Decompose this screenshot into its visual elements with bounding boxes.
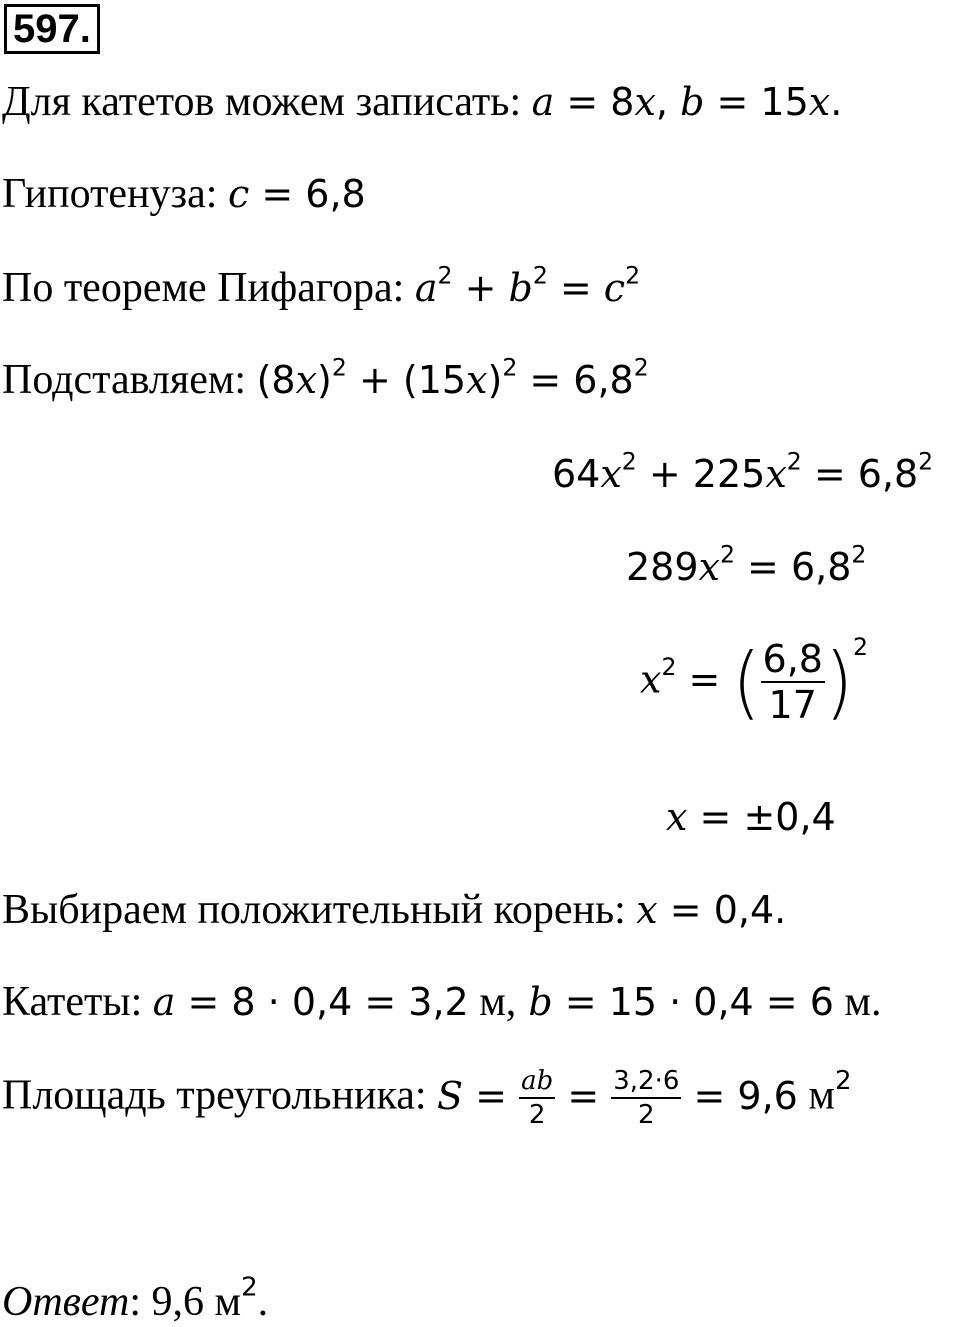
answer-label: Ответ — [2, 1279, 130, 1325]
fraction-6-8-over-17: $\frac{6,8}{17}$ — [762, 637, 823, 727]
hypotenuse-text: Гипотенуза: — [2, 171, 228, 217]
pythagoras-formula: $a^2 + b^2 = c^2$ — [414, 261, 641, 310]
coef-8: 8 — [610, 80, 635, 124]
coef-15: 15 — [760, 80, 809, 124]
legs-values-text: Катеты: — [2, 979, 153, 1025]
line-area: Площадь треугольника: S = $\frac{ab}{2}$ = $\frac{3,2\cdot 6}{2}$ = 9,6 $м^2$ — [2, 1065, 852, 1130]
line-positive-root — [2, 886, 786, 934]
line-hypotenuse — [2, 170, 366, 218]
equation-step-4: x = ±0,4 — [666, 795, 836, 839]
line-pythagoras — [2, 261, 641, 312]
equation-step-3: $x^2$ = ( $\frac{6,8}{17}$ )$^2$ — [640, 632, 869, 729]
answer-value: : 9,6 м — [129, 1279, 242, 1325]
answer-line: Ответ: 9,6 $м^2$. — [2, 1272, 269, 1325]
line-legs-values: Катеты: a = 8 · 0,4 = 3,2 м, b = 15 · 0,4 = 6 м. — [2, 979, 882, 1025]
line-legs — [2, 78, 842, 126]
line-substitute — [2, 353, 649, 404]
hypotenuse-formula: c = 6,8 — [227, 172, 366, 216]
legs-formula: a = 8x, b = 15x. — [531, 80, 843, 124]
pythagoras-text: По теореме Пифагора: — [2, 265, 415, 311]
substitute-formula: $(8x)^2 + (15x)^2 = 6,8^2$ — [256, 353, 649, 402]
positive-root-formula: x = 0,4. — [636, 888, 787, 932]
value-6-8: 6,8 — [305, 172, 366, 216]
legs-text: Для катетов можем записать: — [2, 79, 532, 125]
equation-step-1: $64x^2 + 225x^2 = 6,8^2$ — [552, 447, 934, 496]
problem-number: 597. — [4, 4, 100, 54]
equation-step-2: $289x^2 = 6,8^2$ — [626, 540, 867, 589]
fraction-ab-over-2: $\frac{ab}{2}$ — [521, 1066, 554, 1130]
fraction-3-2-6-over-2: $\frac{3,2\cdot 6}{2}$ — [613, 1066, 680, 1130]
substitute-text: Подставляем: — [2, 357, 257, 403]
positive-root-text: Выбираем положительный корень: — [2, 887, 637, 933]
area-text: Площадь треугольника: — [2, 1072, 438, 1119]
